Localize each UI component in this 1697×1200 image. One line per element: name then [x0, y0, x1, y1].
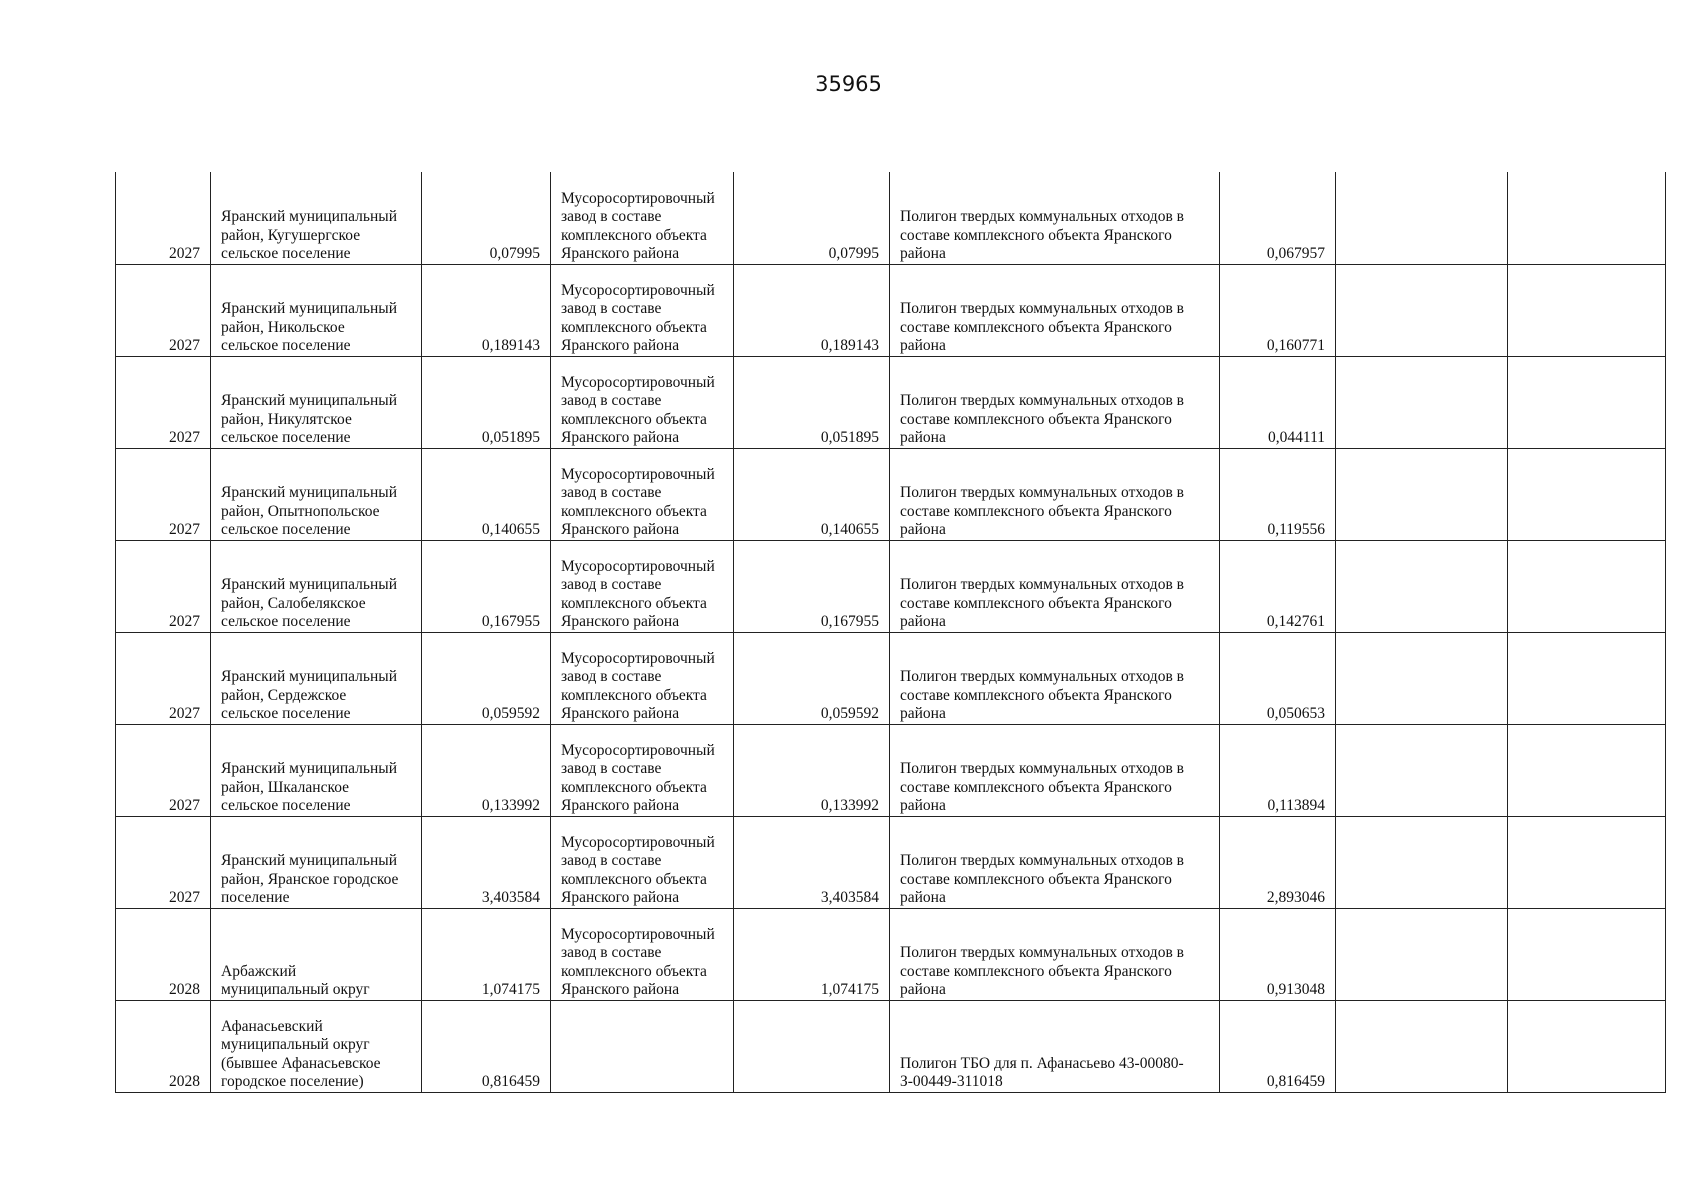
- landfill-volume-cell-text: 0,142761: [1266, 613, 1325, 630]
- landfill-volume-cell: [1220, 724, 1336, 816]
- landfill-volume-cell-text: 0,160771: [1266, 337, 1325, 354]
- volume-cell-text: 0,059592: [481, 705, 540, 722]
- landfill-volume-cell: [1220, 816, 1336, 908]
- territory-cell-text: Яранский муниципальный район, Опытнопольское сельское поселение: [221, 484, 397, 538]
- table-row: [116, 816, 1666, 908]
- facility-volume-cell-text: 0,140655: [820, 521, 879, 538]
- facility-volume-cell: [734, 540, 890, 632]
- table-row: [116, 908, 1666, 1000]
- volume-cell: [422, 908, 551, 1000]
- year-cell-text: 2027: [169, 613, 200, 630]
- territory-cell-text: Арбажский муниципальный округ: [221, 962, 370, 998]
- empty-cell: [1336, 356, 1508, 448]
- facility-cell: [551, 264, 734, 356]
- landfill-cell: [890, 264, 1220, 356]
- landfill-volume-cell: [1220, 908, 1336, 1000]
- volume-cell: [422, 1000, 551, 1092]
- landfill-cell: [890, 540, 1220, 632]
- facility-volume-cell: [734, 632, 890, 724]
- year-cell-text: 2027: [169, 521, 200, 538]
- facility-cell: [551, 1000, 734, 1092]
- facility-cell: [551, 540, 734, 632]
- facility-cell: [551, 448, 734, 540]
- year-cell: [116, 356, 211, 448]
- landfill-cell-text: Полигон твердых коммунальных отходов в составе комплексного объекта Яранского района: [900, 392, 1184, 446]
- territory-cell: [211, 724, 422, 816]
- facility-cell-text: Мусоросортировочный завод в составе комплексного объекта Яранского района: [561, 557, 715, 630]
- empty-cell: [1336, 632, 1508, 724]
- landfill-cell: [890, 1000, 1220, 1092]
- year-cell: [116, 1000, 211, 1092]
- volume-cell: [422, 172, 551, 264]
- empty-cell: [1508, 908, 1666, 1000]
- facility-volume-cell: [734, 1000, 890, 1092]
- landfill-cell-text: Полигон твердых коммунальных отходов в составе комплексного объекта Яранского района: [900, 300, 1184, 354]
- landfill-volume-cell: [1220, 356, 1336, 448]
- facility-cell: [551, 908, 734, 1000]
- year-cell: [116, 264, 211, 356]
- volume-cell-text: 0,07995: [489, 245, 540, 262]
- empty-cell: [1508, 1000, 1666, 1092]
- landfill-cell-text: Полигон твердых коммунальных отходов в составе комплексного объекта Яранского района: [900, 576, 1184, 630]
- facility-cell: [551, 632, 734, 724]
- landfill-cell-text: Полигон твердых коммунальных отходов в составе комплексного объекта Яранского района: [900, 760, 1184, 814]
- facility-cell-text: Мусоросортировочный завод в составе комплексного объекта Яранского района: [561, 189, 715, 262]
- table-body: [116, 172, 1666, 1092]
- empty-cell: [1336, 264, 1508, 356]
- table-row: [116, 172, 1666, 264]
- facility-cell: [551, 816, 734, 908]
- territory-cell: [211, 540, 422, 632]
- waste-flow-table: [115, 172, 1666, 1093]
- territory-cell: [211, 632, 422, 724]
- volume-cell: [422, 816, 551, 908]
- empty-cell: [1336, 172, 1508, 264]
- volume-cell-text: 3,403584: [481, 889, 540, 906]
- landfill-volume-cell: [1220, 264, 1336, 356]
- empty-cell: [1336, 816, 1508, 908]
- facility-cell-text: Мусоросортировочный завод в составе комплексного объекта Яранского района: [561, 373, 715, 446]
- year-cell-text: 2027: [169, 705, 200, 722]
- landfill-cell: [890, 816, 1220, 908]
- landfill-cell-text: Полигон твердых коммунальных отходов в составе комплексного объекта Яранского района: [900, 944, 1184, 998]
- year-cell-text: 2027: [169, 337, 200, 354]
- facility-volume-cell-text: 0,133992: [820, 797, 879, 814]
- year-cell: [116, 448, 211, 540]
- facility-volume-cell: [734, 264, 890, 356]
- volume-cell-text: 0,816459: [481, 1073, 540, 1090]
- year-cell-text: 2028: [169, 1073, 200, 1090]
- year-cell-text: 2027: [169, 245, 200, 262]
- territory-cell-text: Яранский муниципальный район, Салобелякское сельское поселение: [221, 576, 397, 630]
- volume-cell: [422, 448, 551, 540]
- territory-cell-text: Яранский муниципальный район, Шкаланское сельское поселение: [221, 760, 397, 814]
- volume-cell: [422, 356, 551, 448]
- year-cell: [116, 816, 211, 908]
- territory-cell: [211, 264, 422, 356]
- empty-cell: [1508, 448, 1666, 540]
- empty-cell: [1336, 1000, 1508, 1092]
- territory-cell: [211, 356, 422, 448]
- territory-cell-text: Яранский муниципальный район, Никулятское сельское поселение: [221, 392, 397, 446]
- facility-volume-cell: [734, 724, 890, 816]
- facility-volume-cell: [734, 172, 890, 264]
- empty-cell: [1508, 172, 1666, 264]
- volume-cell: [422, 724, 551, 816]
- facility-cell: [551, 172, 734, 264]
- facility-volume-cell-text: 0,167955: [820, 613, 879, 630]
- volume-cell: [422, 540, 551, 632]
- landfill-cell: [890, 356, 1220, 448]
- table-row: [116, 356, 1666, 448]
- landfill-volume-cell: [1220, 448, 1336, 540]
- facility-volume-cell: [734, 816, 890, 908]
- landfill-cell-text: Полигон твердых коммунальных отходов в составе комплексного объекта Яранского района: [900, 484, 1184, 538]
- volume-cell-text: 1,074175: [481, 981, 540, 998]
- landfill-volume-cell-text: 0,050653: [1266, 705, 1325, 722]
- landfill-volume-cell-text: 0,816459: [1266, 1073, 1325, 1090]
- empty-cell: [1336, 540, 1508, 632]
- facility-cell-text: Мусоросортировочный завод в составе комплексного объекта Яранского района: [561, 281, 715, 354]
- territory-cell: [211, 908, 422, 1000]
- territory-cell-text: Яранский муниципальный район, Сердежское сельское поселение: [221, 668, 397, 722]
- territory-cell-text: Яранский муниципальный район, Яранское городское поселение: [221, 852, 399, 906]
- year-cell: [116, 540, 211, 632]
- landfill-volume-cell: [1220, 632, 1336, 724]
- territory-cell: [211, 1000, 422, 1092]
- landfill-volume-cell-text: 2,893046: [1266, 889, 1325, 906]
- facility-cell-text: Мусоросортировочный завод в составе комплексного объекта Яранского района: [561, 925, 715, 998]
- facility-volume-cell-text: 0,07995: [828, 245, 879, 262]
- landfill-cell: [890, 908, 1220, 1000]
- landfill-cell: [890, 632, 1220, 724]
- year-cell: [116, 172, 211, 264]
- landfill-cell-text: Полигон ТБО для п. Афанасьево 43-00080- З-00449-311018: [900, 1054, 1184, 1090]
- landfill-cell-text: Полигон твердых коммунальных отходов в составе комплексного объекта Яранского района: [900, 208, 1184, 262]
- empty-cell: [1508, 816, 1666, 908]
- facility-cell: [551, 724, 734, 816]
- landfill-cell: [890, 448, 1220, 540]
- landfill-volume-cell-text: 0,044111: [1268, 429, 1325, 446]
- facility-cell-text: Мусоросортировочный завод в составе комплексного объекта Яранского района: [561, 465, 715, 538]
- landfill-volume-cell-text: 0,119556: [1267, 521, 1325, 538]
- year-cell: [116, 632, 211, 724]
- empty-cell: [1508, 724, 1666, 816]
- facility-volume-cell: [734, 908, 890, 1000]
- volume-cell: [422, 632, 551, 724]
- empty-cell: [1508, 264, 1666, 356]
- landfill-cell: [890, 172, 1220, 264]
- territory-cell: [211, 172, 422, 264]
- territory-cell-text: Яранский муниципальный район, Никольское сельское поселение: [221, 300, 397, 354]
- facility-volume-cell-text: 3,403584: [820, 889, 879, 906]
- territory-cell: [211, 816, 422, 908]
- facility-volume-cell: [734, 356, 890, 448]
- empty-cell: [1508, 632, 1666, 724]
- landfill-volume-cell-text: 0,067957: [1266, 245, 1325, 262]
- table-row: [116, 724, 1666, 816]
- landfill-cell-text: Полигон твердых коммунальных отходов в составе комплексного объекта Яранского района: [900, 852, 1184, 906]
- empty-cell: [1336, 908, 1508, 1000]
- facility-cell-text: Мусоросортировочный завод в составе комплексного объекта Яранского района: [561, 741, 715, 814]
- table-row: [116, 448, 1666, 540]
- year-cell-text: 2028: [169, 981, 200, 998]
- volume-cell-text: 0,051895: [481, 429, 540, 446]
- landfill-volume-cell: [1220, 1000, 1336, 1092]
- facility-volume-cell-text: 0,189143: [820, 337, 879, 354]
- empty-cell: [1336, 448, 1508, 540]
- table-row: [116, 632, 1666, 724]
- volume-cell-text: 0,133992: [481, 797, 540, 814]
- landfill-volume-cell: [1220, 172, 1336, 264]
- facility-cell: [551, 356, 734, 448]
- territory-cell: [211, 448, 422, 540]
- table-row: [116, 540, 1666, 632]
- landfill-cell: [890, 724, 1220, 816]
- facility-volume-cell-text: 0,051895: [820, 429, 879, 446]
- territory-cell-text: Афанасьевский муниципальный округ (бывшее Афанасьевское городское поселение): [221, 1017, 381, 1090]
- year-cell-text: 2027: [169, 797, 200, 814]
- empty-cell: [1336, 724, 1508, 816]
- year-cell-text: 2027: [169, 429, 200, 446]
- volume-cell: [422, 264, 551, 356]
- year-cell: [116, 724, 211, 816]
- volume-cell-text: 0,140655: [481, 521, 540, 538]
- page-number: 35965: [815, 72, 882, 96]
- table-row: [116, 264, 1666, 356]
- landfill-volume-cell-text: 0,913048: [1266, 981, 1325, 998]
- empty-cell: [1508, 356, 1666, 448]
- year-cell-text: 2027: [169, 889, 200, 906]
- facility-cell-text: Мусоросортировочный завод в составе комплексного объекта Яранского района: [561, 649, 715, 722]
- facility-cell-text: Мусоросортировочный завод в составе комплексного объекта Яранского района: [561, 833, 715, 906]
- volume-cell-text: 0,189143: [481, 337, 540, 354]
- facility-volume-cell-text: 0,059592: [820, 705, 879, 722]
- landfill-cell-text: Полигон твердых коммунальных отходов в составе комплексного объекта Яранского района: [900, 668, 1184, 722]
- facility-volume-cell-text: 1,074175: [820, 981, 879, 998]
- landfill-volume-cell: [1220, 540, 1336, 632]
- table-row: [116, 1000, 1666, 1092]
- year-cell: [116, 908, 211, 1000]
- facility-volume-cell: [734, 448, 890, 540]
- volume-cell-text: 0,167955: [481, 613, 540, 630]
- territory-cell-text: Яранский муниципальный район, Кугушергское сельское поселение: [221, 208, 397, 262]
- landfill-volume-cell-text: 0,113894: [1267, 797, 1325, 814]
- empty-cell: [1508, 540, 1666, 632]
